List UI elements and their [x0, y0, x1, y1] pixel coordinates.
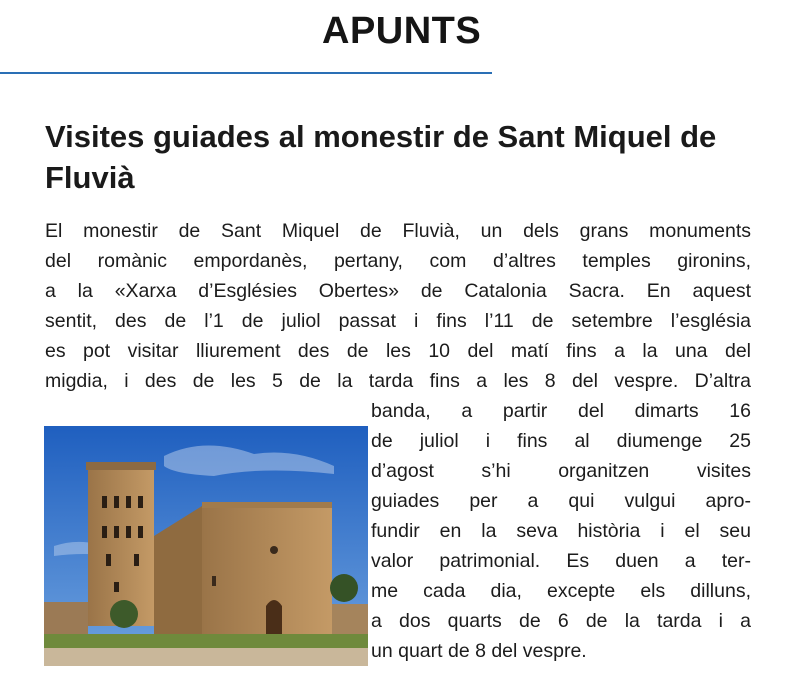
low-building: [44, 602, 88, 634]
body-line: El monestir de Sant Miquel de Fluvià, un dels grans monuments: [45, 220, 751, 242]
body-line: sentit, des de l’1 de juliol passat i fins l’11 de setembre l’església: [45, 310, 751, 332]
lawn: [44, 634, 368, 648]
section-title: APUNTS: [322, 10, 482, 52]
tree: [110, 600, 138, 628]
body-line: migdia, i des de les 5 de la tarda fins a les 8 del vespre. D’altra: [45, 370, 751, 392]
body-line: banda, a partir del dimarts 16: [371, 400, 751, 422]
section-header: [0, 0, 500, 74]
rose-window: [270, 546, 278, 554]
body-line: valor patrimonial. Es duen a ter-: [371, 550, 751, 572]
body-line: del romànic empordanès, pertany, com d’altres temples gironins,: [45, 250, 751, 272]
body-line: a dos quarts de 6 de la tarda i a: [371, 610, 751, 632]
body-line: me cada dia, excepte els dilluns,: [371, 580, 751, 602]
monastery-photo: [44, 426, 368, 666]
body-line: de juliol i fins al diumenge 25: [371, 430, 751, 452]
facade-top: [202, 502, 332, 508]
wall: [332, 604, 368, 634]
side-window: [212, 576, 216, 586]
monastery-illustration: [44, 426, 368, 666]
section-divider: [0, 72, 492, 74]
body-line: d’agost s’hi organitzen visites: [371, 460, 751, 482]
body-line: es pot visitar lliurement des de les 10 del matí fins a la una del: [45, 340, 751, 362]
tower-top: [86, 462, 156, 470]
church-door: [266, 600, 282, 634]
body-line: un quart de 8 del vespre.: [371, 640, 587, 662]
body-line: a la «Xarxa d’Esglésies Obertes» de Catalonia Sacra. En aquest: [45, 280, 751, 302]
article-headline: Visites guiades al monestir de Sant Miquel de Fluvià: [45, 119, 717, 195]
pavement: [44, 648, 368, 666]
body-line: fundir en la seva història i el seu: [371, 520, 751, 542]
tree: [330, 574, 358, 602]
body-line: guiades per a qui vulgui apro-: [371, 490, 751, 512]
